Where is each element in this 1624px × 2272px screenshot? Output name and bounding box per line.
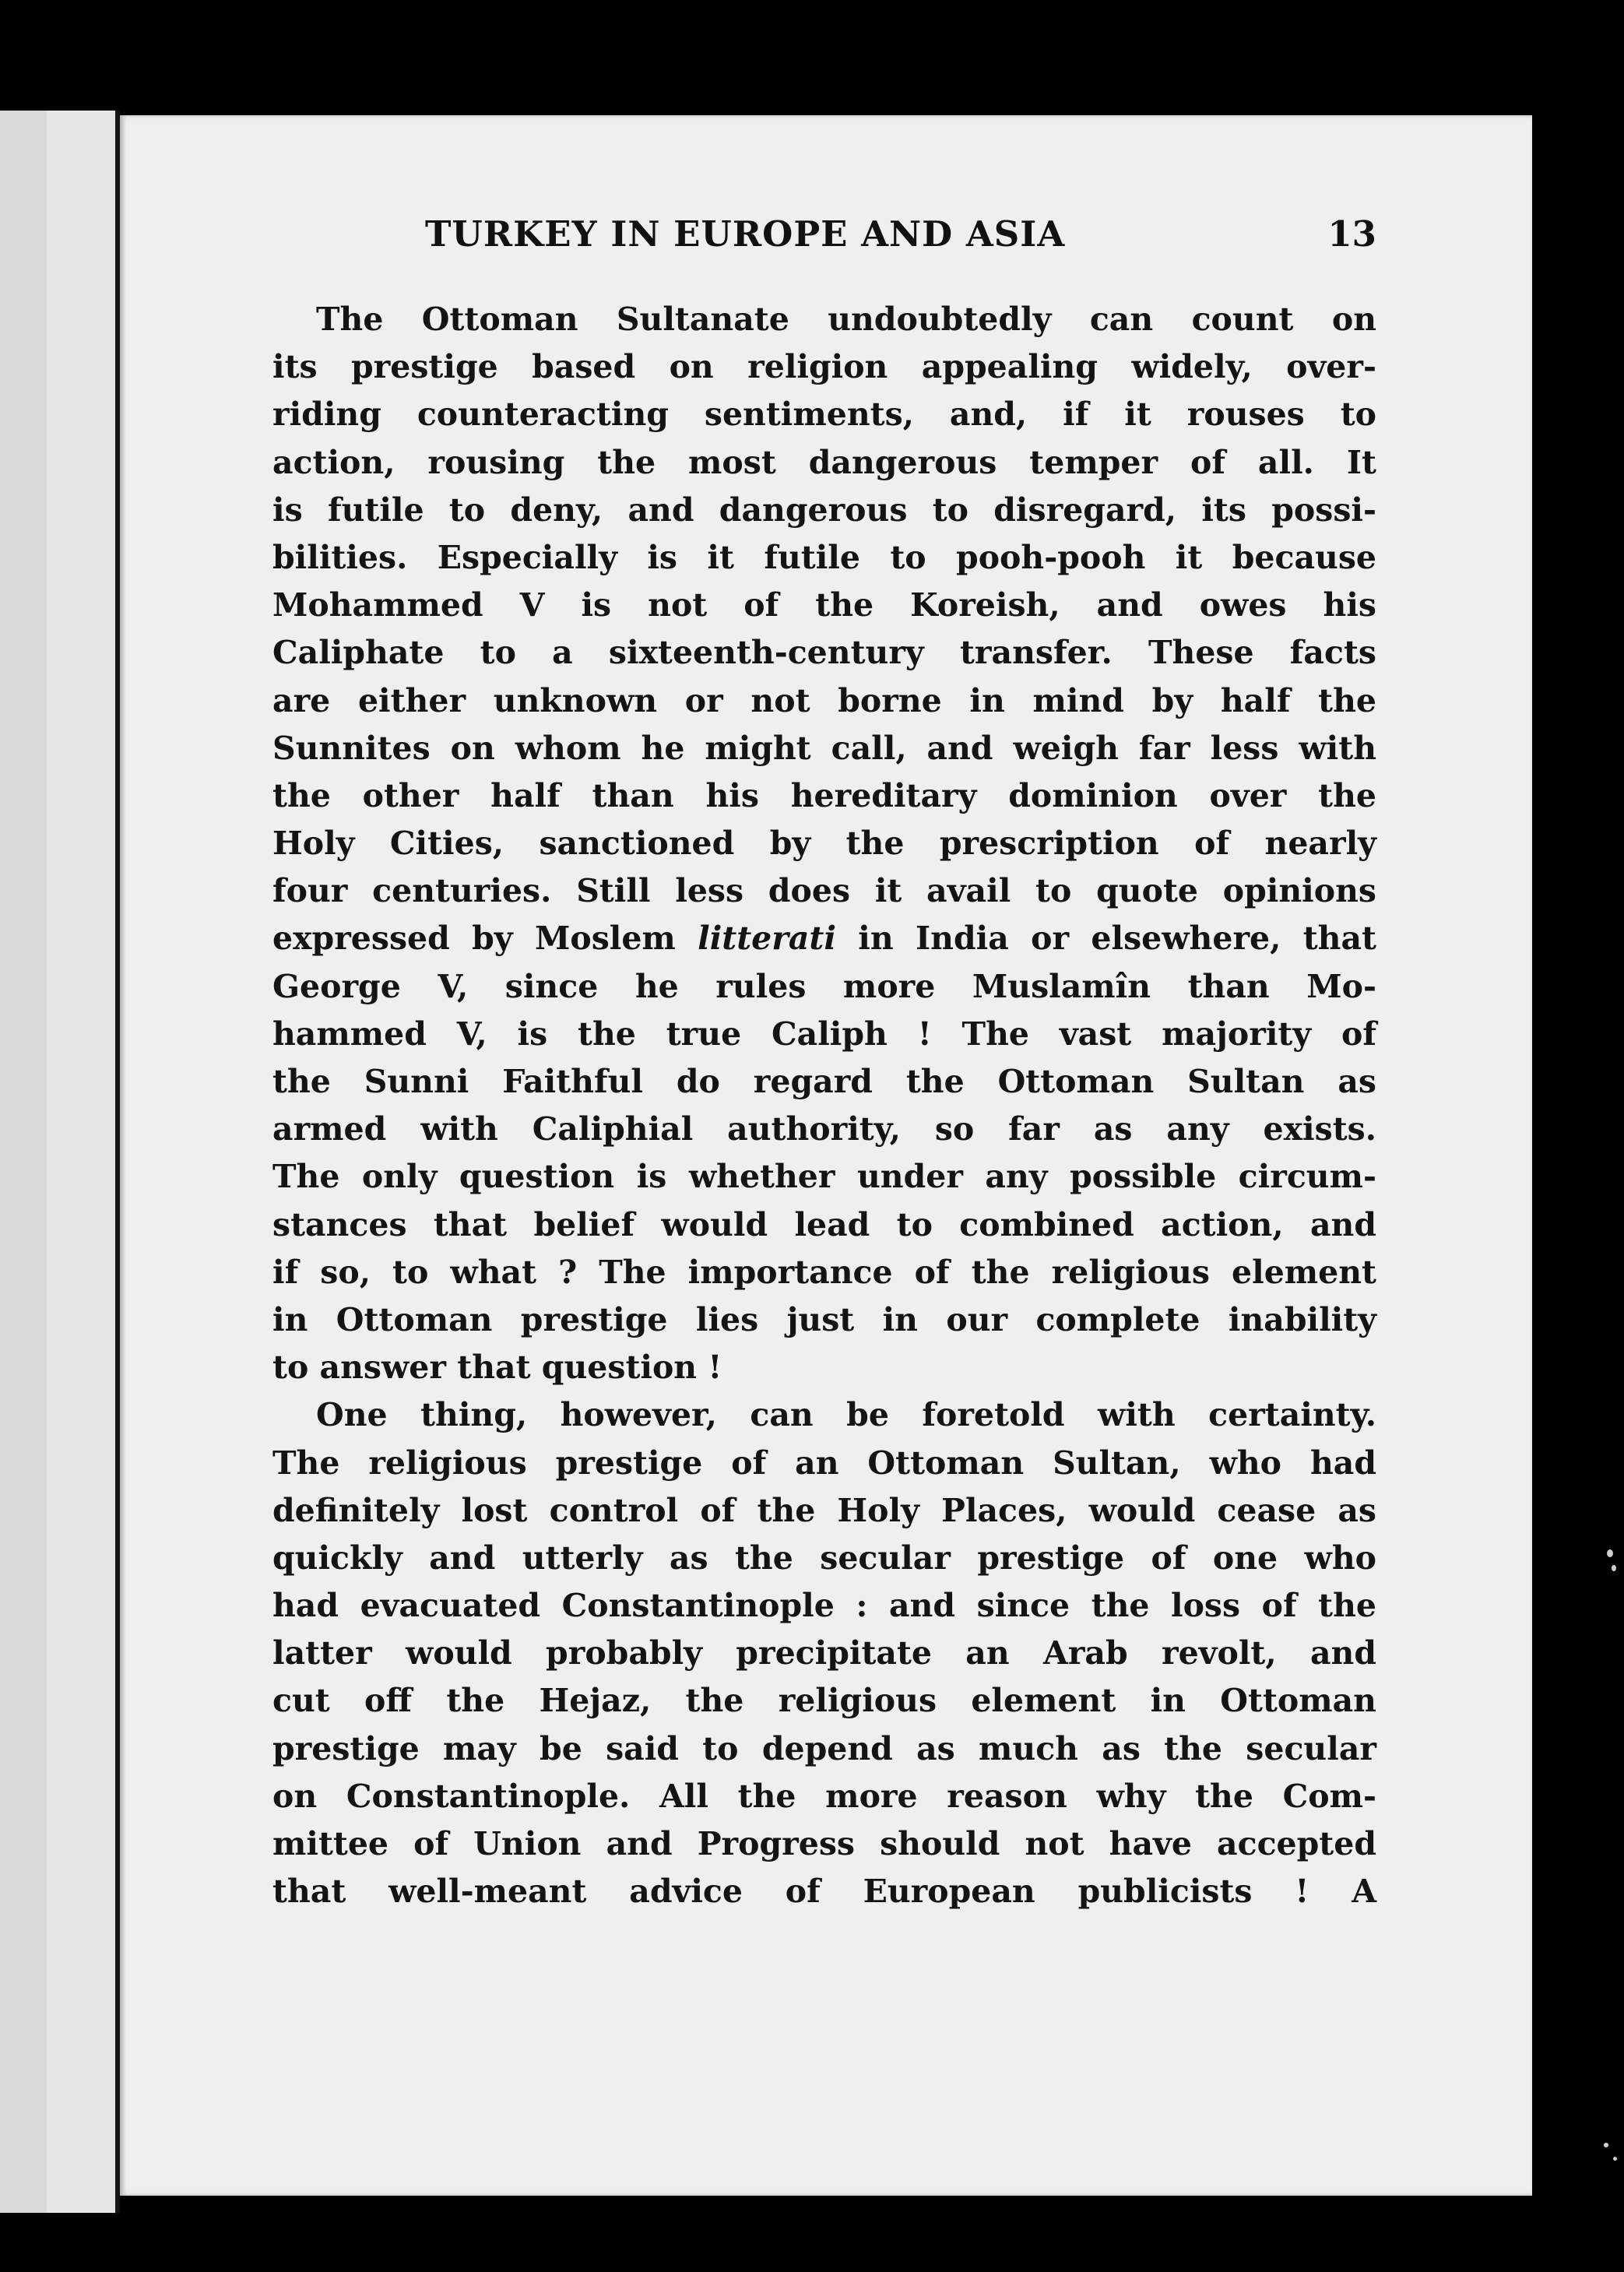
text-line-with-italic [272,915,1376,962]
text-line: Holy Cities, sanctioned by the prescription of nearly [272,825,1376,863]
scan-speck [1613,2157,1617,2161]
text-line: latter would probably precipitate an Arab revolt, and [272,1634,1376,1672]
text-line: Caliphate to a sixteenth-century transfer. These facts [272,634,1376,672]
text-segment: expressed by Moslem [272,920,698,958]
text-line: is futile to deny, and dangerous to disregard, its possi- [272,491,1376,529]
book-page [120,115,1532,2196]
scan-speck [1604,2143,1608,2147]
text-line: definitely lost control of the Holy Places, would cease as [272,1491,1376,1529]
running-head-title: TURKEY IN EUROPE AND ASIA [425,213,1066,255]
text-line: the Sunni Faithful do regard the Ottoman Sultan as [272,1063,1376,1100]
text-line: the other half than his hereditary dominion over the [272,776,1376,814]
text-line: hammed V, is the true Caliph ! The vast majority of [272,1015,1376,1053]
text-line: its prestige based on religion appealing widely, over- [272,348,1376,386]
running-head [272,213,1376,269]
text-line: mittee of Union and Progress should not have accepted [272,1825,1376,1862]
text-line: The religious prestige of an Ottoman Sultan, who had [272,1444,1376,1482]
text-line: quickly and utterly as the secular prestige of one who [272,1539,1376,1577]
text-line: to answer that question ! [272,1349,722,1387]
facing-page-shadow [0,111,47,2213]
text-line: bilities. Especially is it futile to pooh-pooh it because [272,538,1376,576]
italic-term: litterati [698,920,836,958]
text-line: riding counteracting sentiments, and, if it rouses to [272,396,1376,434]
text-line: four centuries. Still less does it avail to quote opinions [272,872,1376,910]
scan-speck [1612,1565,1616,1571]
facing-page-edge [0,111,120,2213]
text-line: stances that belief would lead to combined action, and [272,1205,1376,1243]
text-line: that well-meant advice of European publicists ! A [272,1873,1376,1911]
page-number: 13 [1327,213,1376,255]
body-text [272,296,1376,1915]
text-line: if so, to what ? The importance of the religious element [272,1253,1376,1291]
text-line: action, rousing the most dangerous temper of all. It [272,443,1376,481]
text-line: prestige may be said to depend as much as the secular [272,1729,1376,1767]
text-line: Mohammed V is not of the Koreish, and owes his [272,586,1376,624]
text-line: The only question is whether under any possible circum- [272,1158,1376,1196]
text-line: on Constantinople. All the more reason why the Com- [272,1777,1376,1815]
text-line: The Ottoman Sultanate undoubtedly can count on [316,301,1376,338]
text-line: armed with Caliphial authority, so far as any exists. [272,1110,1376,1148]
text-line: George V, since he rules more Muslamîn than Mo- [272,967,1376,1005]
text-line: are either unknown or not borne in mind by half the [272,681,1376,719]
text-line: One thing, however, can be foretold with certainty. [316,1396,1376,1434]
scan-speck [1607,1549,1613,1557]
text-line: had evacuated Constantinople : and since the loss of the [272,1587,1376,1625]
text-segment: in India or elsewhere, that [835,920,1376,958]
text-line: cut off the Hejaz, the religious element in Ottoman [272,1682,1376,1720]
text-line: Sunnites on whom he might call, and weigh far less with [272,729,1376,767]
text-line: in Ottoman prestige lies just in our complete inability [272,1300,1376,1338]
